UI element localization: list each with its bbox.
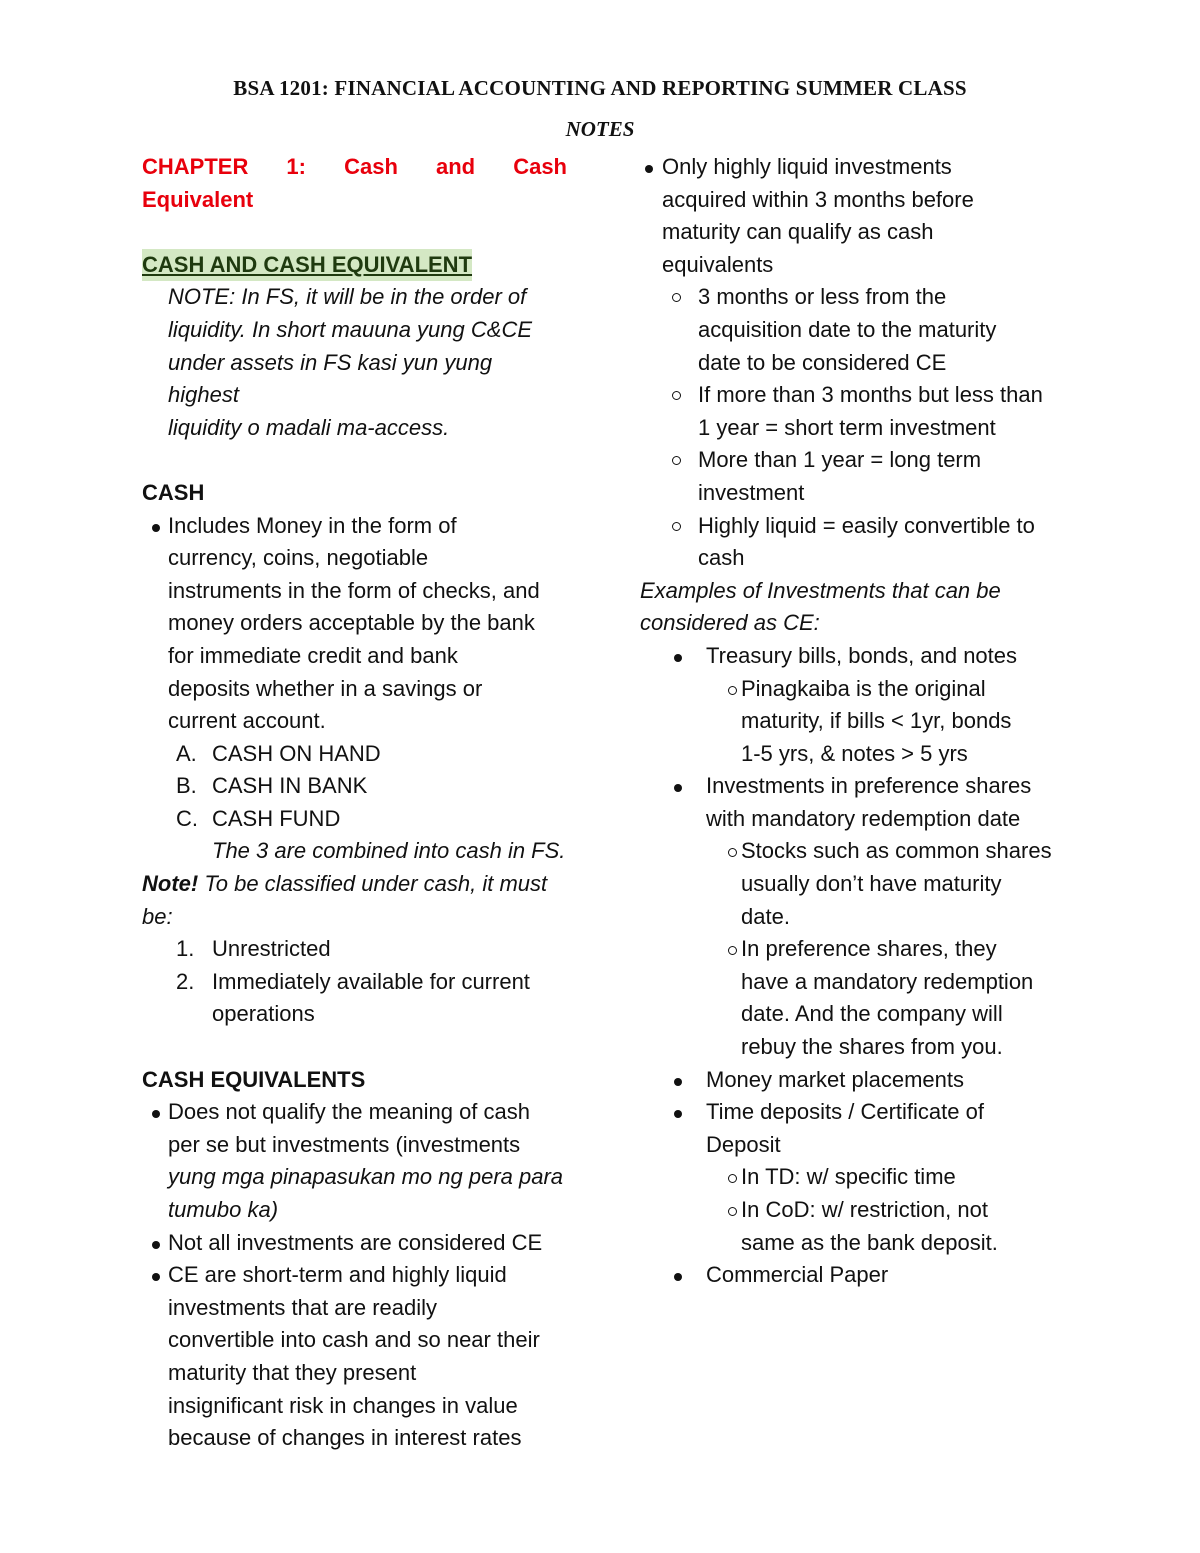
cash-type-item: C. CASH FUND <box>176 805 341 831</box>
maturity-sub-item: If more than 3 months but less than 1 year = short term investment <box>640 379 1080 444</box>
classification-note: Note! To be classified under cash, it must be: <box>142 871 548 929</box>
bullet-line: money orders acceptable by the bank <box>168 610 535 636</box>
note-line: NOTE: In FS, it will be in the order of <box>168 284 527 310</box>
maturity-sub-item: 3 months or less from the acquisition date to the maturity date to be considered CE <box>640 281 1080 379</box>
example-item: Time deposits / Certificate of Deposit <box>640 1096 1080 1161</box>
cash-equivalents-heading: CASH EQUIVALENTS <box>142 1066 366 1092</box>
bullet-line: currency, coins, negotiable <box>168 545 429 571</box>
right-column <box>640 151 1080 1292</box>
example-item: Money market placements <box>640 1064 1080 1097</box>
example-sub-item: In CoD: w/ restriction, not same as the bank deposit. <box>640 1194 1080 1259</box>
maturity-sub-item: Highly liquid = easily convertible to cash <box>640 510 1080 575</box>
requirement-item: 1. Unrestricted <box>176 936 331 962</box>
chapter-title-line-1: CHAPTER 1: Cash and Cash <box>142 154 567 179</box>
cash-definition-bullet <box>142 510 567 738</box>
bullet-line: current account. <box>168 708 326 734</box>
bullet-line: Includes Money in the form of <box>168 512 457 538</box>
example-sub-item: Stocks such as common shares usually don’t have maturity date. <box>640 835 1080 933</box>
note-line: liquidity o madali ma-access. <box>168 414 450 440</box>
note-line: liquidity. In short mauuna yung C&CE <box>168 316 532 342</box>
example-sub-item: Pinagkaiba is the original maturity, if bills < 1yr, bonds 1-5 yrs, & notes > 5 yrs <box>640 673 1080 771</box>
note-line: under assets in FS kasi yun yung highest <box>168 349 493 408</box>
cash-type-item: B. CASH IN BANK <box>176 773 368 799</box>
bullet-line: for immediate credit and bank <box>168 642 458 668</box>
maturity-sub-item: More than 1 year = long term investment <box>640 444 1080 509</box>
bullet-line: instruments in the form of checks, and <box>168 577 540 603</box>
ce-qualification-bullet: Only highly liquid investments acquired within 3 months before maturity can qualify as cash equivalents <box>640 151 1080 281</box>
ce-bullet: Not all investments are considered CE <box>142 1227 567 1260</box>
liquidity-note <box>142 281 567 444</box>
section-heading: CASH AND CASH EQUIVALENT <box>142 249 472 282</box>
example-sub-item: In TD: w/ specific time <box>640 1161 1080 1194</box>
chapter-title-line-2: Equivalent <box>142 186 254 212</box>
examples-heading: Examples of Investments that can be considered as CE: <box>640 577 1001 636</box>
ce-bullet: Does not qualify the meaning of cash per se but investments (investments yung mga pinapasukan mo ng pera para tumubo ka) <box>142 1096 567 1226</box>
example-item: Treasury bills, bonds, and notes <box>640 640 1080 673</box>
document-title: BSA 1201: FINANCIAL ACCOUNTING AND REPORTING SUMMER CLASS <box>233 76 967 100</box>
bullet-line: deposits whether in a savings or <box>168 675 483 701</box>
cash-type-item: A. CASH ON HAND <box>176 740 381 766</box>
ce-bullet: CE are short-term and highly liquid investments that are readily convertible into cash and so near their maturity that they present insignificant risk in changes in value because of changes in interest rates <box>142 1259 567 1455</box>
requirement-item: 2. Immediately available for current operations <box>176 968 530 1027</box>
combined-note: The 3 are combined into cash in FS. <box>212 838 566 864</box>
example-sub-item: In preference shares, they have a mandatory redemption date. And the company will rebuy the shares from you. <box>640 933 1080 1063</box>
document-subtitle: NOTES <box>565 117 635 141</box>
example-item: Commercial Paper <box>640 1259 1080 1292</box>
cash-heading: CASH <box>142 479 205 505</box>
example-item: Investments in preference shares with mandatory redemption date <box>640 770 1080 835</box>
left-column <box>142 151 567 1455</box>
